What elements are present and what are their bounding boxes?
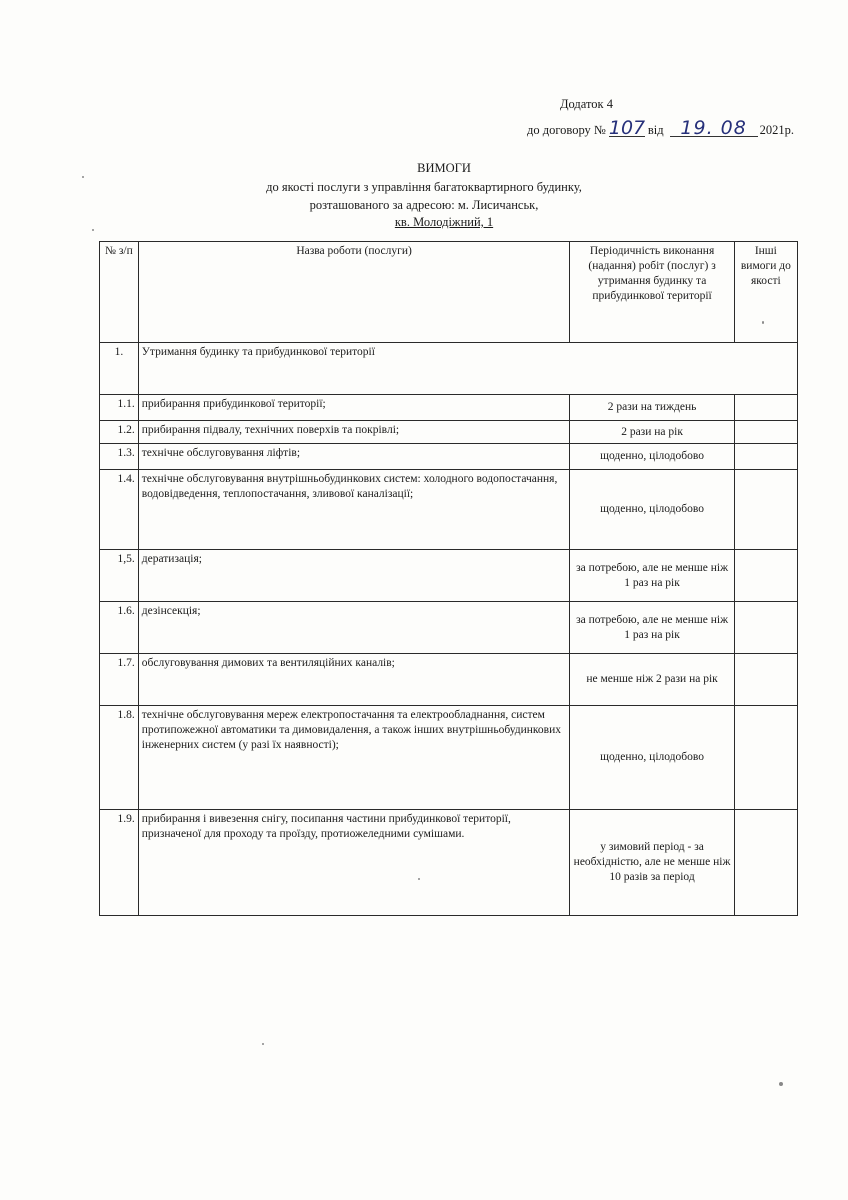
row-other [734,395,797,421]
scan-speck [779,1082,783,1086]
handwritten-contract-number: 107 [608,117,646,139]
scan-speck [82,176,84,178]
header-number: № з/п [100,242,139,343]
annex-title: Додаток 4 [560,97,613,111]
annex-reference [527,117,794,139]
table-row [100,395,798,421]
row-periodicity: 2 рази на рік [570,421,734,444]
row-name: прибирання і вивезення снігу, посипання частини прибудинкової території, призначеної для проходу та проїзду, протиожеледними сумішами. [138,810,570,916]
row-name: технічне обслуговування ліфтів; [138,444,570,470]
table-row [100,550,798,602]
row-other [734,421,797,444]
section-title: Утримання будинку та прибудинкової території [138,343,797,395]
annex-ref-prefix: до договору № [527,123,606,137]
row-other [734,470,797,550]
row-periodicity: щоденно, цілодобово [570,470,734,550]
row-number: 1.6. [100,602,139,654]
section-number: 1. [100,343,139,395]
row-name: дератизація; [138,550,570,602]
row-name: дезінсекція; [138,602,570,654]
row-name: технічне обслуговування внутрішньобудинкових систем: холодного водопостачання, водовідведення, теплопостачання, зливової каналізації; [138,470,570,550]
table-row [100,421,798,444]
row-other [734,550,797,602]
table-header-row [100,242,798,343]
scan-speck [92,229,94,231]
section-row [100,343,798,395]
row-other [734,706,797,810]
row-number: 1.4. [100,470,139,550]
row-other [734,810,797,916]
row-periodicity: не менше ніж 2 рази на рік [570,654,734,706]
row-number: 1.9. [100,810,139,916]
row-number: 1.7. [100,654,139,706]
table-row [100,444,798,470]
row-number: 1.1. [100,395,139,421]
row-name: обслуговування димових та вентиляційних каналів; [138,654,570,706]
row-name: прибирання прибудинкової території; [138,395,570,421]
table-row [100,470,798,550]
row-periodicity: 2 рази на тиждень [570,395,734,421]
row-periodicity: щоденно, цілодобово [570,444,734,470]
row-name: технічне обслуговування мереж електропостачання та електрообладнання, систем протипожежної автоматики та димовидалення, а також інших внутрішньобудинкових інженерних систем (у разі їх наявності); [138,706,570,810]
row-number: 1.8. [100,706,139,810]
document-title: ВИМОГИ [417,161,471,175]
row-number: 1.3. [100,444,139,470]
row-periodicity: за потребою, але не менше ніж 1 раз на рік [570,602,734,654]
row-other [734,602,797,654]
table-row [100,602,798,654]
address-text: кв. Молодіжний, 1 [394,215,494,229]
table-row [100,810,798,916]
scan-speck [418,878,420,880]
document-subtitle-line1: до якості послуги з управління багатоквартирного будинку, [266,180,582,194]
row-periodicity: щоденно, цілодобово [570,706,734,810]
row-name: прибирання підвалу, технічних поверхів та покрівлі; [138,421,570,444]
header-name: Назва роботи (послуги) [138,242,570,343]
header-other: Інші вимоги до якості [734,242,797,343]
table-row [100,706,798,810]
row-other [734,444,797,470]
requirements-table [99,241,798,916]
row-periodicity: у зимовий період - за необхідністю, але не менше ніж 10 разів за період [570,810,734,916]
scan-speck [762,321,764,324]
row-other [734,654,797,706]
table-row [100,654,798,706]
annex-ref-year: 2021р. [759,123,794,137]
scan-speck [262,1043,264,1045]
row-number: 1,5. [100,550,139,602]
document-subtitle-line2: розташованого за адресою: м. Лисичанськ, [309,198,539,212]
row-periodicity: за потребою, але не менше ніж 1 раз на рік [570,550,734,602]
handwritten-contract-date: 19. 08 [670,120,758,137]
row-number: 1.2. [100,421,139,444]
header-periodicity: Періодичність виконання (надання) робіт (послуг) з утримання будинку та прибудинкової території [570,242,734,343]
document-address [20,215,848,230]
annex-ref-mid: від [647,123,664,137]
